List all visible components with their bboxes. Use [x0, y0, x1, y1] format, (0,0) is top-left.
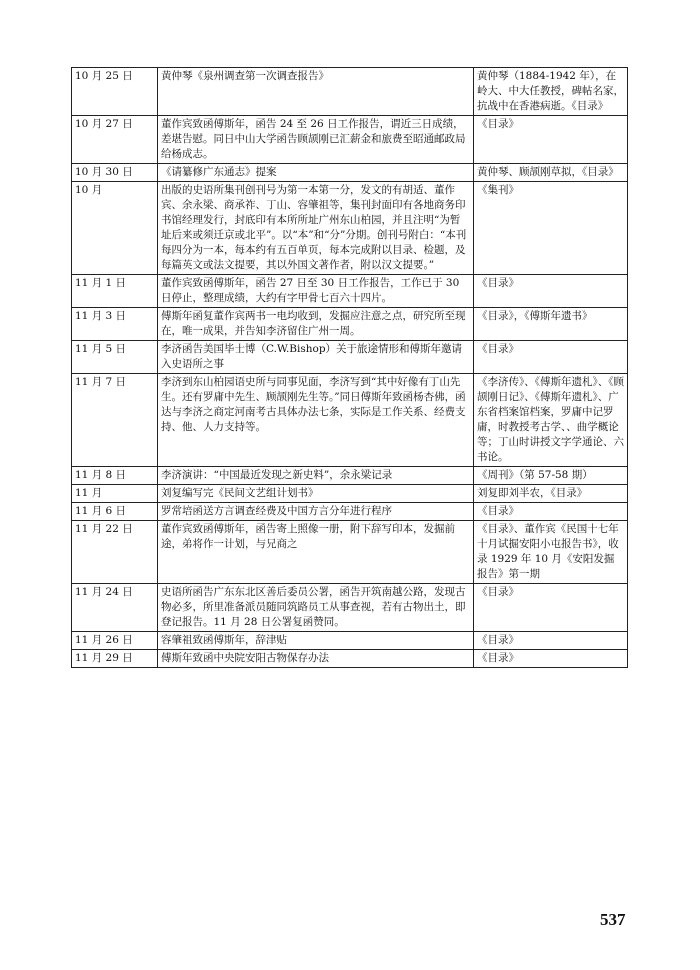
table-row [72, 308, 628, 341]
row-date: 10 月 30 日 [72, 164, 158, 182]
row-event: 傅斯年函复董作宾两书一电均收到，发掘应注意之点，研究所至现在，唯一成果，并告知李济留住广州一周。 [158, 308, 474, 341]
row-source: 《目录》 [474, 116, 628, 164]
table-row [72, 182, 628, 275]
row-event: 傅斯年致函中央院安阳古物保存办法 [158, 650, 474, 668]
row-date: 10 月 25 日 [72, 68, 158, 116]
row-source: 《周刊》（第 57-58 期） [474, 467, 628, 485]
row-date: 11 月 1 日 [72, 275, 158, 308]
row-event: 李济演讲：“中国最近发现之新史料”，余永梁记录 [158, 467, 474, 485]
table-row [72, 584, 628, 632]
row-date: 11 月 29 日 [72, 650, 158, 668]
row-date: 11 月 8 日 [72, 467, 158, 485]
row-event: 黄仲琴《泉州调查第一次调查报告》 [158, 68, 474, 116]
row-event: 李济函告美国毕士博（C.W.Bishop）关于旅途情形和傅斯年邀请入史语所之事 [158, 341, 474, 374]
row-event: 董作宾致函傅斯年，函告 27 日至 30 日工作报告，工作已于 30 日停止，整理成绩，大约有字甲骨七百六十四片。 [158, 275, 474, 308]
row-event: 李济到东山柏园语史所与同事见面，李济写到“其中好像有丁山先生。还有罗庸中先生、顾颉刚先生等。”同日傅斯年致函杨杏佛，函达与李济之商定河南考古具体办法七条，实际是工作关系、经费支持、他、人力支持等。 [158, 374, 474, 467]
row-date: 11 月 6 日 [72, 503, 158, 521]
table-row [72, 275, 628, 308]
row-event: 罗常培函送方言调查经费及中国方言分年进行程序 [158, 503, 474, 521]
page-number: 537 [600, 910, 626, 929]
table-row [72, 164, 628, 182]
row-date: 11 月 22 日 [72, 521, 158, 584]
row-source: 黄仲琴、顾颉刚草拟，《目录》 [474, 164, 628, 182]
row-source: 《目录》、董作宾《民国十七年十月试掘安阳小屯报告书》，收录 1929 年 10 月《安阳发掘报告》第一期 [474, 521, 628, 584]
row-source: 《目录》 [474, 632, 628, 650]
row-event: 史语所函告广东东北区善后委员公署，函告开筑南越公路，发现古物必多，所里准备派员随同筑路员工从事查视，若有古物出土，即登记报告。11 月 28 日公署复函赞同。 [158, 584, 474, 632]
row-event: 容肇祖致函傅斯年，辞津贴 [158, 632, 474, 650]
row-source: 《目录》 [474, 584, 628, 632]
row-date: 11 月 [72, 485, 158, 503]
row-event: 出版的史语所集刊创刊号为第一本第一分，发文的有胡适、董作宾、余永梁、商承祚、丁山、容肇祖等，集刊封面印有各地商务印书馆经理发行，封底印有本所所址广州东山柏园，并且注明“为暂址后来或须迁京或北平”。以“本”和“分”分期。创刊号附白：“本刊每四分为一本，每本约有五百单页，每本完成附以目录、检题，及每篇英文或法文提要，其以外国文著作者，附以汉文提要。” [158, 182, 474, 275]
table-row [72, 650, 628, 668]
row-source: 《李济传》、《傅斯年遗札》、《顾颉刚日记》、《傅斯年遗札》、广东省档案馆档案，罗庸中记罗庸，时教授考古学、、曲学概论等；丁山时讲授文字学通论、六书论。 [474, 374, 628, 467]
chronology-table [71, 67, 628, 668]
row-date: 11 月 24 日 [72, 584, 158, 632]
chronology-table-body [72, 68, 628, 668]
table-row [72, 632, 628, 650]
row-date: 11 月 3 日 [72, 308, 158, 341]
row-source: 《集刊》 [474, 182, 628, 275]
row-date: 10 月 [72, 182, 158, 275]
table-row [72, 374, 628, 467]
row-source: 《目录》 [474, 341, 628, 374]
table-row [72, 485, 628, 503]
row-date: 10 月 27 日 [72, 116, 158, 164]
row-source: 黄仲琴（1884-1942 年），在岭大、中大任教授，碑帖名家，抗战中在香港病逝。《目录》 [474, 68, 628, 116]
table-row [72, 467, 628, 485]
table-row [72, 521, 628, 584]
row-event: 董作宾致函傅斯年，函告 24 至 26 日工作报告，谓近三日成绩，差堪告慰。同日中山大学函告顾颉刚已汇薪金和旅费至昭通邮政局给杨成志。 [158, 116, 474, 164]
table-row [72, 503, 628, 521]
row-source: 《目录》 [474, 503, 628, 521]
table-row [72, 116, 628, 164]
row-date: 11 月 5 日 [72, 341, 158, 374]
row-source: 《目录》，《傅斯年遗书》 [474, 308, 628, 341]
row-date: 11 月 26 日 [72, 632, 158, 650]
row-source: 刘复即刘半农，《目录》 [474, 485, 628, 503]
row-date: 11 月 7 日 [72, 374, 158, 467]
row-event: 《请纂修广东通志》提案 [158, 164, 474, 182]
table-row [72, 341, 628, 374]
row-event: 董作宾致函傅斯年，函告寄上照像一册，附下辞写印本，发掘前途，弟将作一计划，与兄商之 [158, 521, 474, 584]
row-event: 刘复编写完《民间文艺组计划书》 [158, 485, 474, 503]
row-source: 《目录》 [474, 275, 628, 308]
row-source: 《目录》 [474, 650, 628, 668]
table-row [72, 68, 628, 116]
